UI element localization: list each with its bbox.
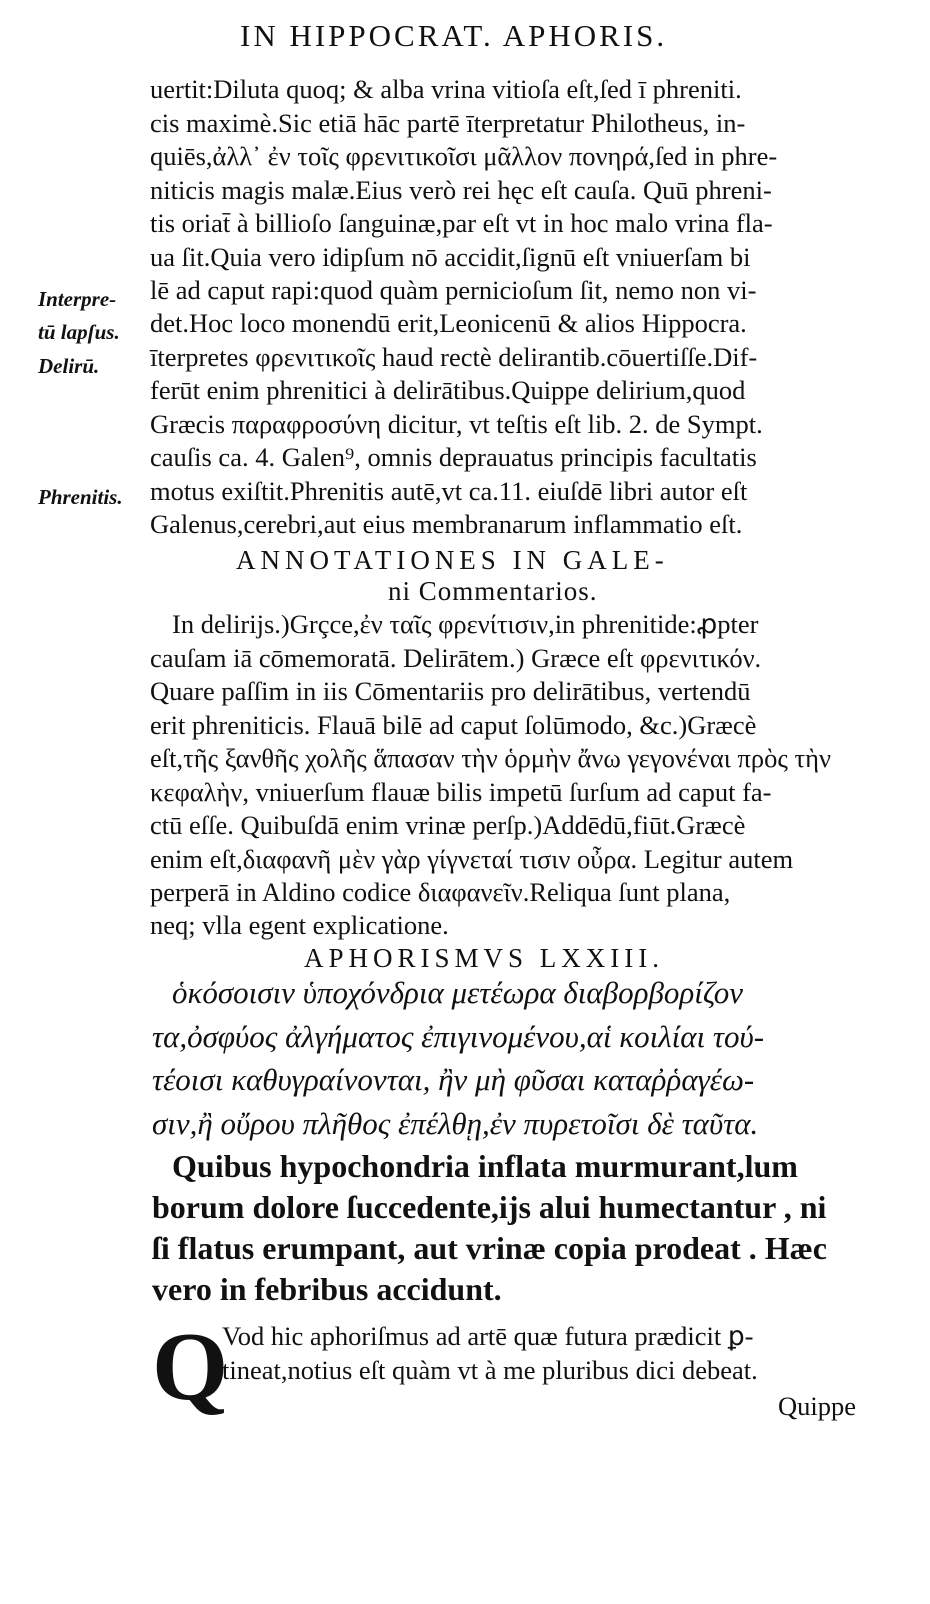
final-paragraph-line: tineat,notius eſt quàm vt à me pluribus dici debeat. <box>222 1355 758 1385</box>
annotation-line: enim eſt,διαφανῆ μὲν γὰρ γίγνεταί τισιν οὖρα. Legitur autem <box>150 844 794 874</box>
annotation-line: In delirijs.)Grçce,ἐν ταῖς φρενίτισιν,in phrenitide:ꝓpter <box>172 609 759 639</box>
commentary-line: motus exiſtit.Phrenitis autē,vt ca.11. eiuſdē libri autor eſt <box>150 476 748 506</box>
translation-line: Quibus hypochondria inflata murmurant,lum <box>172 1148 798 1184</box>
commentary-line: Galenus,cerebri,aut eius membranarum inflammatio eſt. <box>150 509 743 539</box>
commentary-line: ferūt enim phrenitici à delirātibus.Quippe delirium,quod <box>150 375 746 405</box>
commentary-line: uertit:Diluta quoq; & alba vrina vitioſa eſt,ſed ī phreniti. <box>150 74 742 104</box>
commentary-line: niticis magis malæ.Eius verò rei hęc eſt cauſa. Quū phreni- <box>150 175 772 205</box>
margin-note: Phrenitis. <box>38 485 123 509</box>
greek-aphorism-line: τα,ὀσφύος ἀλγήματος ἐπιγινομένου,αἱ κοιλίαι τού- <box>152 1019 765 1054</box>
greek-aphorism-line: σιν,ἢ οὔρου πλῆθος ἐπέλθῃ,ἐν πυρετοῖσι δὲ ταῦτα. <box>152 1106 759 1141</box>
commentary-line: tis oriat̄ à billioſo ſanguinæ,par eſt vt in hoc malo vrina fla- <box>150 208 773 238</box>
annotations-heading: ANNOTATIONES IN GALE- <box>236 545 669 575</box>
annotation-line: κεφαλὴν, vniuerſum flauæ bilis impetū ſurſum ad caput fa- <box>150 777 772 807</box>
margin-note: tū lapſus. <box>38 320 120 344</box>
margin-note: Delirū. <box>38 354 100 378</box>
commentary-line: Græcis παραφροσύνη dicitur, vt teſtis eſt lib. 2. de Sympt. <box>150 409 763 439</box>
annotation-line: ctū eſſe. Quibuſdā enim vrinæ perſp.)Addēdū,fiūt.Græcè <box>150 810 746 840</box>
commentary-line: ua ſit.Quia vero idipſum nō accidit,ſignū eſt vniuerſam bi <box>150 242 751 272</box>
final-paragraph-line: Vod hic aphoriſmus ad artē quæ futura prædicit ꝑ- <box>222 1321 754 1351</box>
margin-note: Interpre- <box>38 287 117 311</box>
annotations-subheading: ni Commentarios. <box>388 576 598 606</box>
annotation-line: neq; vlla egent explicatione. <box>150 910 449 940</box>
commentary-line: lē ad caput rapi:quod quàm pernicioſum ſit, nemo non vi- <box>150 275 757 305</box>
drop-cap: Q <box>152 1313 229 1421</box>
greek-aphorism-line: ὁκόσοισιν ὑποχόνδρια μετέωρα διαβορβορίζον <box>172 975 743 1010</box>
annotation-line: cauſam iā cōmemoratā. Delirātem.) Græce eſt φρενιτικόν. <box>150 643 762 673</box>
annotation-line: eſt,τῆς ξανθῆς χολῆς ἅπασαν τὴν ὁρμὴν ἄνω γεγονέναι πρὸς τὴν <box>150 743 832 773</box>
commentary-line: cauſis ca. 4. Galen⁹, omnis deprauatus principis facultatis <box>150 442 757 472</box>
aphorism-heading: APHORISMVS LXXIII. <box>304 943 665 973</box>
commentary-line: cis maximè.Sic etiā hāc partē īterpretatur Philotheus, in- <box>150 108 746 138</box>
annotation-line: Quare paſſim in iis Cōmentariis pro delirātibus, vertendū <box>150 676 751 706</box>
annotation-line: perperā in Aldino codice διαφανεῖν.Reliqua ſunt plana, <box>150 877 731 907</box>
catchword: Quippe <box>778 1391 857 1421</box>
translation-line: ſi flatus erumpant, aut vrinæ copia prodeat . Hæc <box>152 1230 827 1266</box>
greek-aphorism-line: τέοισι καθυγραίνονται, ἢν μὴ φῦσαι καταῤῥαγέω- <box>152 1062 755 1097</box>
commentary-line: quiēs,ἀλλ᾽ ἐν τοῖς φρενιτικοῖσι μᾶλλον πονηρά,ſed in phre- <box>150 141 778 171</box>
translation-line: vero in febribus accidunt. <box>152 1271 502 1307</box>
commentary-line: īterpretes φρενιτικοῖς haud rectè delirantib.cōuertiſſe.Dif- <box>150 342 758 372</box>
running-head: IN HIPPOCRAT. APHORIS. <box>240 18 668 53</box>
commentary-line: det.Hoc loco monendū erit,Leonicenū & alios Hippocra. <box>150 308 747 338</box>
annotation-line: erit phreniticis. Flauā bilē ad caput ſolūmodo, &c.)Græcè <box>150 710 757 740</box>
translation-line: borum dolore ſuccedente,ijs alui humectantur , ni <box>152 1189 827 1225</box>
